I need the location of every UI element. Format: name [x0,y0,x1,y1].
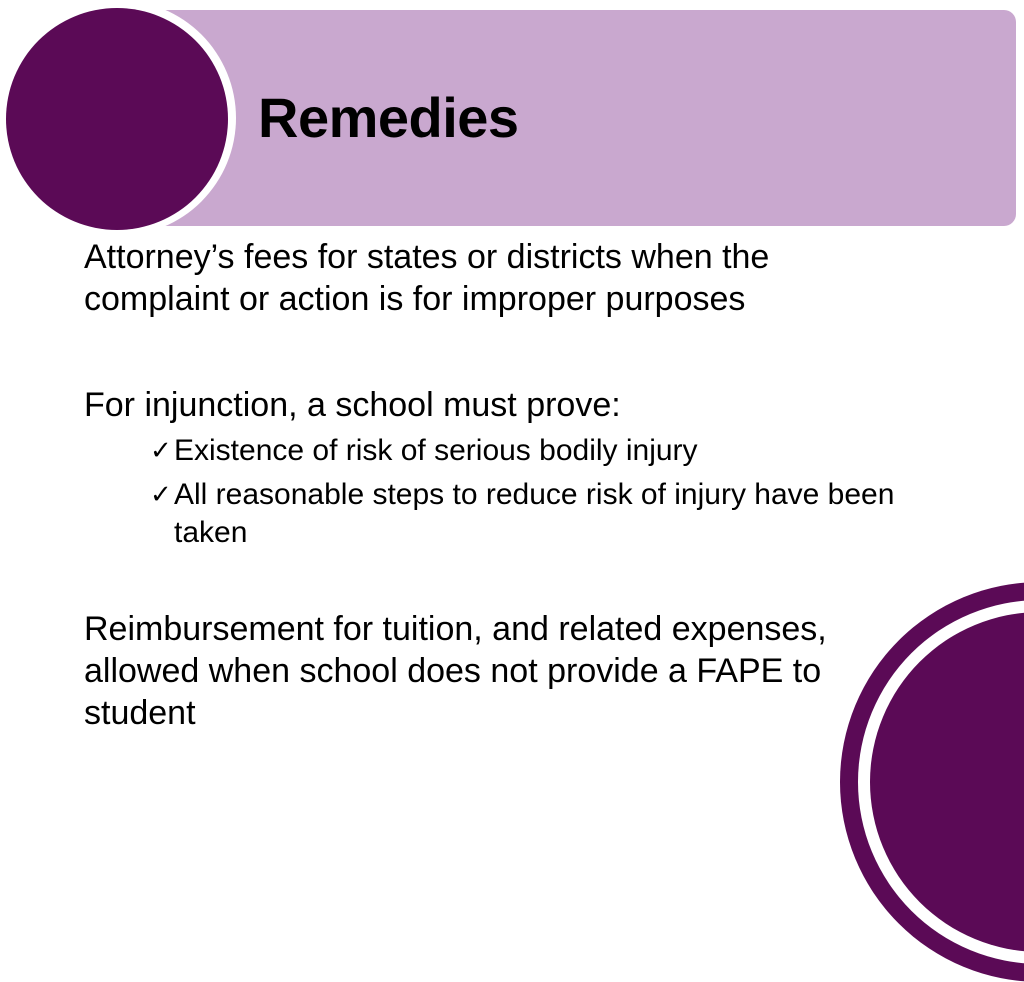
bullet-reimbursement: Reimbursement for tuition, and related expenses, allowed when school does not provide a FAPE to student [84,610,827,732]
slide-title: Remedies [258,86,519,149]
sub-bullet-text: All reasonable steps to reduce risk of injury have been taken [174,478,895,549]
title-decorative-circle [6,8,228,230]
checkmark-icon: ✓ [150,436,172,466]
sub-bullet-text: Existence of risk of serious bodily injury [174,434,698,467]
injunction-sub-bullets [150,432,930,558]
bullet-attorney-fees: Attorney’s fees for states or districts when the complaint or action is for improper purposes [84,238,770,318]
sub-bullet-item [150,476,930,552]
bullet-injunction: For injunction, a school must prove: [84,386,621,424]
sub-bullet-item [150,432,930,470]
checkmark-icon: ✓ [150,480,172,510]
